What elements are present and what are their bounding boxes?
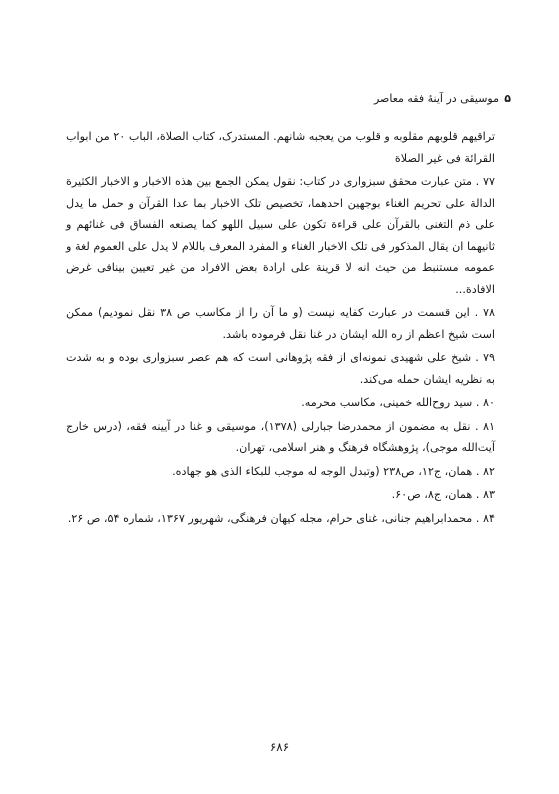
header-bullet: ۵ (504, 92, 511, 105)
header-title: موسیقی در آینهٔ فقه معاصر (373, 92, 499, 105)
page-number: ۶۸۶ (269, 740, 290, 754)
footnote-83: ۸۳ . همان، ج۸، ص۶۰. (391, 488, 495, 501)
footnote-78: ۷۸ . این قسمت در عبارت کفایه نیست (و ما آن را از مکاسب ص ۳۸ نقل نمودیم) ممکن است شیخ اعظم از ره الله ایشان در غنا نقل فرموده باشد. (66, 306, 495, 341)
footnote-79: ۷۹ . شیخ علی شهیدی نمونه‌ای از فقه پژوهانی است که هم عصر سبزواری بوده و به شدت به نظریه ایشان حمله می‌کند. (66, 351, 495, 386)
footnote-continuation: تراقیهم قلوبهم مقلوبه و قلوب من یعجبه شانهم. المستدرک، کتاب الصلاة، الباب ۲۰ من ابواب القرائة فی غیر الصلاة (65, 130, 495, 165)
running-header (60, 92, 511, 110)
footnote-80: ۸۰ . سید روح‌الله خمینی، مکاسب محرمه. (301, 396, 495, 409)
footnote-81: ۸۱ . نقل به مضمون از محمدرضا جبارلی (۱۳۷۸)، موسیقی و غنا در آیینه فقه، (درس خارج آیت‌الله موجی)، پژوهشگاه فرهنگ و هنر اسلامی، تهران. (66, 419, 495, 454)
footnotes-body (66, 126, 495, 531)
footnote-84: ۸۴ . محمدابراهیم جنانی، غنای حرام، مجله کیهان فرهنگی، شهریور ۱۳۶۷، شماره ۵۴، ص ۲۶. (67, 511, 495, 525)
footnote-77: ۷۷ . متن عبارت محقق سبزواری در کتاب: نقول یمکن الجمع بین هذه الاخبار و الاخبار الکثیرة الدالة علی تحریم الغناء بوجهین احدهما، تخصیص تلک الاخبار بما عدا القرآن و حمل ما یدل علی ذم التغنی بالقرآن علی قراءة تکون علی سبیل اللهو کما یصنعه الفساق فی غنائهم و ثانیهما ان یقال المذکور فی تلک الاخبار الغناء و المفرد المعرف باللام لا یدل علی العموم لغة و عمومه مستنبط من حیث انه لا قرینة علی ارادة بعض الافراد من غیر تعیین بینافی غرض الافادة... (66, 175, 495, 296)
footnote-82: ۸۲ . همان، ج۱۲، ص۲۳۸ (وتبدل الوجه له موجب للبکاء الذی هو جهاده. (172, 464, 495, 478)
